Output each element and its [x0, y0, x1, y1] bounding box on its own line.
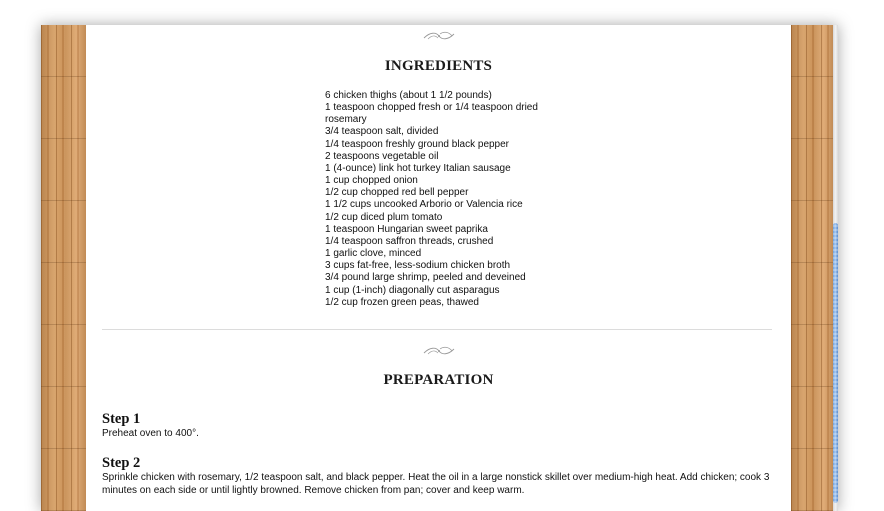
- step-2: [102, 455, 774, 497]
- wood-panel-left: [41, 25, 86, 511]
- ingredient-item: 1/4 teaspoon freshly ground black pepper: [325, 138, 510, 150]
- scrollbar-thumb[interactable]: [833, 223, 838, 503]
- flourish-ornament-icon: [86, 344, 791, 362]
- ingredient-item: 1 cup chopped onion: [325, 175, 418, 187]
- ingredient-item: 1 teaspoon chopped fresh or 1/4 teaspoon dried: [325, 102, 538, 114]
- ingredient-item: 1 garlic clove, minced: [325, 248, 422, 260]
- step-text: Preheat oven to 400°.: [102, 428, 199, 439]
- ingredient-item: 1/2 cup diced plum tomato: [325, 211, 443, 223]
- step-text: Sprinkle chicken with rosemary, 1/2 teaspoon salt, and black pepper. Heat the oil in a large nonstick skillet over medium-high heat. Add chicken; cook 3 minutes on each side or until lightly browned. Remove chicken from pan; cover and keep warm.: [102, 472, 770, 496]
- wood-panel-right: [791, 25, 833, 511]
- ingredient-item: 1/4 teaspoon saffron threads, crushed: [325, 235, 494, 247]
- ingredient-item: 1 teaspoon Hungarian sweet paprika: [325, 223, 488, 235]
- ingredient-item: 1/2 cup frozen green peas, thawed: [325, 296, 479, 308]
- recipe-page: [86, 25, 791, 511]
- ingredients-list: [325, 90, 555, 309]
- flourish-ornament-icon: [86, 29, 791, 47]
- step-title: Step 1: [102, 411, 141, 427]
- recipe-window: [41, 25, 838, 511]
- ingredients-heading: INGREDIENTS: [384, 58, 493, 74]
- ingredient-item: 1 cup (1-inch) diagonally cut asparagus: [325, 284, 500, 296]
- step-title: Step 2: [102, 455, 141, 471]
- ingredient-item: 1 1/2 cups uncooked Arborio or Valencia rice: [325, 199, 523, 211]
- step-1: [102, 411, 774, 441]
- ingredient-item: 3/4 teaspoon salt, divided: [325, 126, 439, 138]
- vertical-scrollbar[interactable]: [833, 25, 838, 511]
- ingredient-item: 1 (4-ounce) link hot turkey Italian sausage: [325, 162, 511, 174]
- ingredient-item: 6 chicken thighs (about 1 1/2 pounds): [325, 90, 492, 101]
- preparation-heading: PREPARATION: [383, 372, 494, 388]
- section-divider: [102, 329, 772, 330]
- ingredient-item: 2 teaspoons vegetable oil: [325, 150, 439, 162]
- ingredient-item: 3 cups fat-free, less-sodium chicken broth: [325, 260, 511, 272]
- ingredient-item: 3/4 pound large shrimp, peeled and deveined: [325, 272, 526, 284]
- ingredient-item: rosemary: [325, 114, 367, 126]
- ingredient-item: 1/2 cup chopped red bell pepper: [325, 187, 469, 199]
